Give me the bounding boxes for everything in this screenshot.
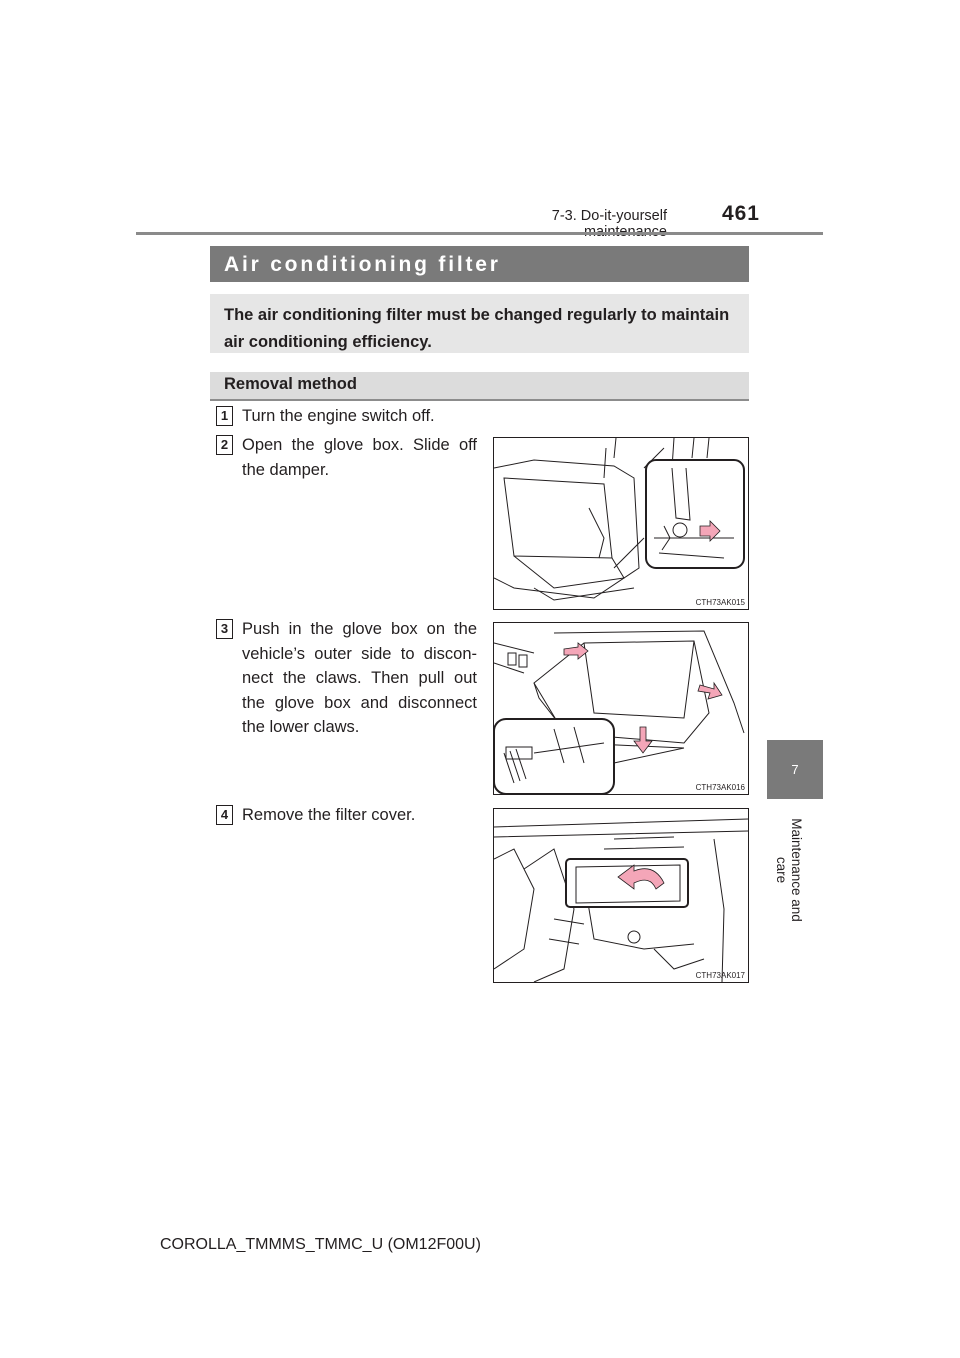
figure-code: CTH73AK017 <box>695 971 745 980</box>
page-number: 461 <box>721 202 760 225</box>
figure-code: CTH73AK015 <box>695 598 745 607</box>
intro-text: The air conditioning filter must be changed regularly to maintain air conditioning efficiency. <box>224 306 730 351</box>
step-number-3: 3 <box>216 619 233 639</box>
chapter-label: Maintenance and care <box>774 818 804 922</box>
step-text-2: Open the glove box. Slide off the damper. <box>242 436 477 479</box>
figure-glove-box-damper <box>493 437 749 610</box>
header-rule <box>136 232 823 235</box>
glove-box-claws-illustration <box>494 623 748 794</box>
footer-doc-id: COROLLA_TMMMS_TMMC_U (OM12F00U) <box>160 1236 481 1253</box>
step-number-1: 1 <box>216 406 233 426</box>
step-text-1: Turn the engine switch off. <box>242 407 435 425</box>
step-text-3: Push in the glove box on the vehicle’s outer side to discon-nect the claws. Then pull out the glove box and disconnect the lower claws. <box>242 620 477 736</box>
page-title: Air conditioning filter <box>210 246 749 282</box>
figure-glove-box-claws <box>493 622 749 795</box>
figure-filter-cover <box>493 808 749 983</box>
header-section-title: 7-3. Do-it-yourself <box>551 208 667 224</box>
step-number-2: 2 <box>216 435 233 455</box>
step-number-4: 4 <box>216 805 233 825</box>
glove-box-damper-illustration <box>494 438 748 609</box>
figure-code: CTH73AK016 <box>695 783 745 792</box>
filter-cover-illustration <box>494 809 748 982</box>
chapter-tab: 7 <box>767 740 823 799</box>
section-subheading: Removal method <box>210 372 749 401</box>
intro-box <box>210 294 749 353</box>
step-text-4: Remove the filter cover. <box>242 806 416 824</box>
